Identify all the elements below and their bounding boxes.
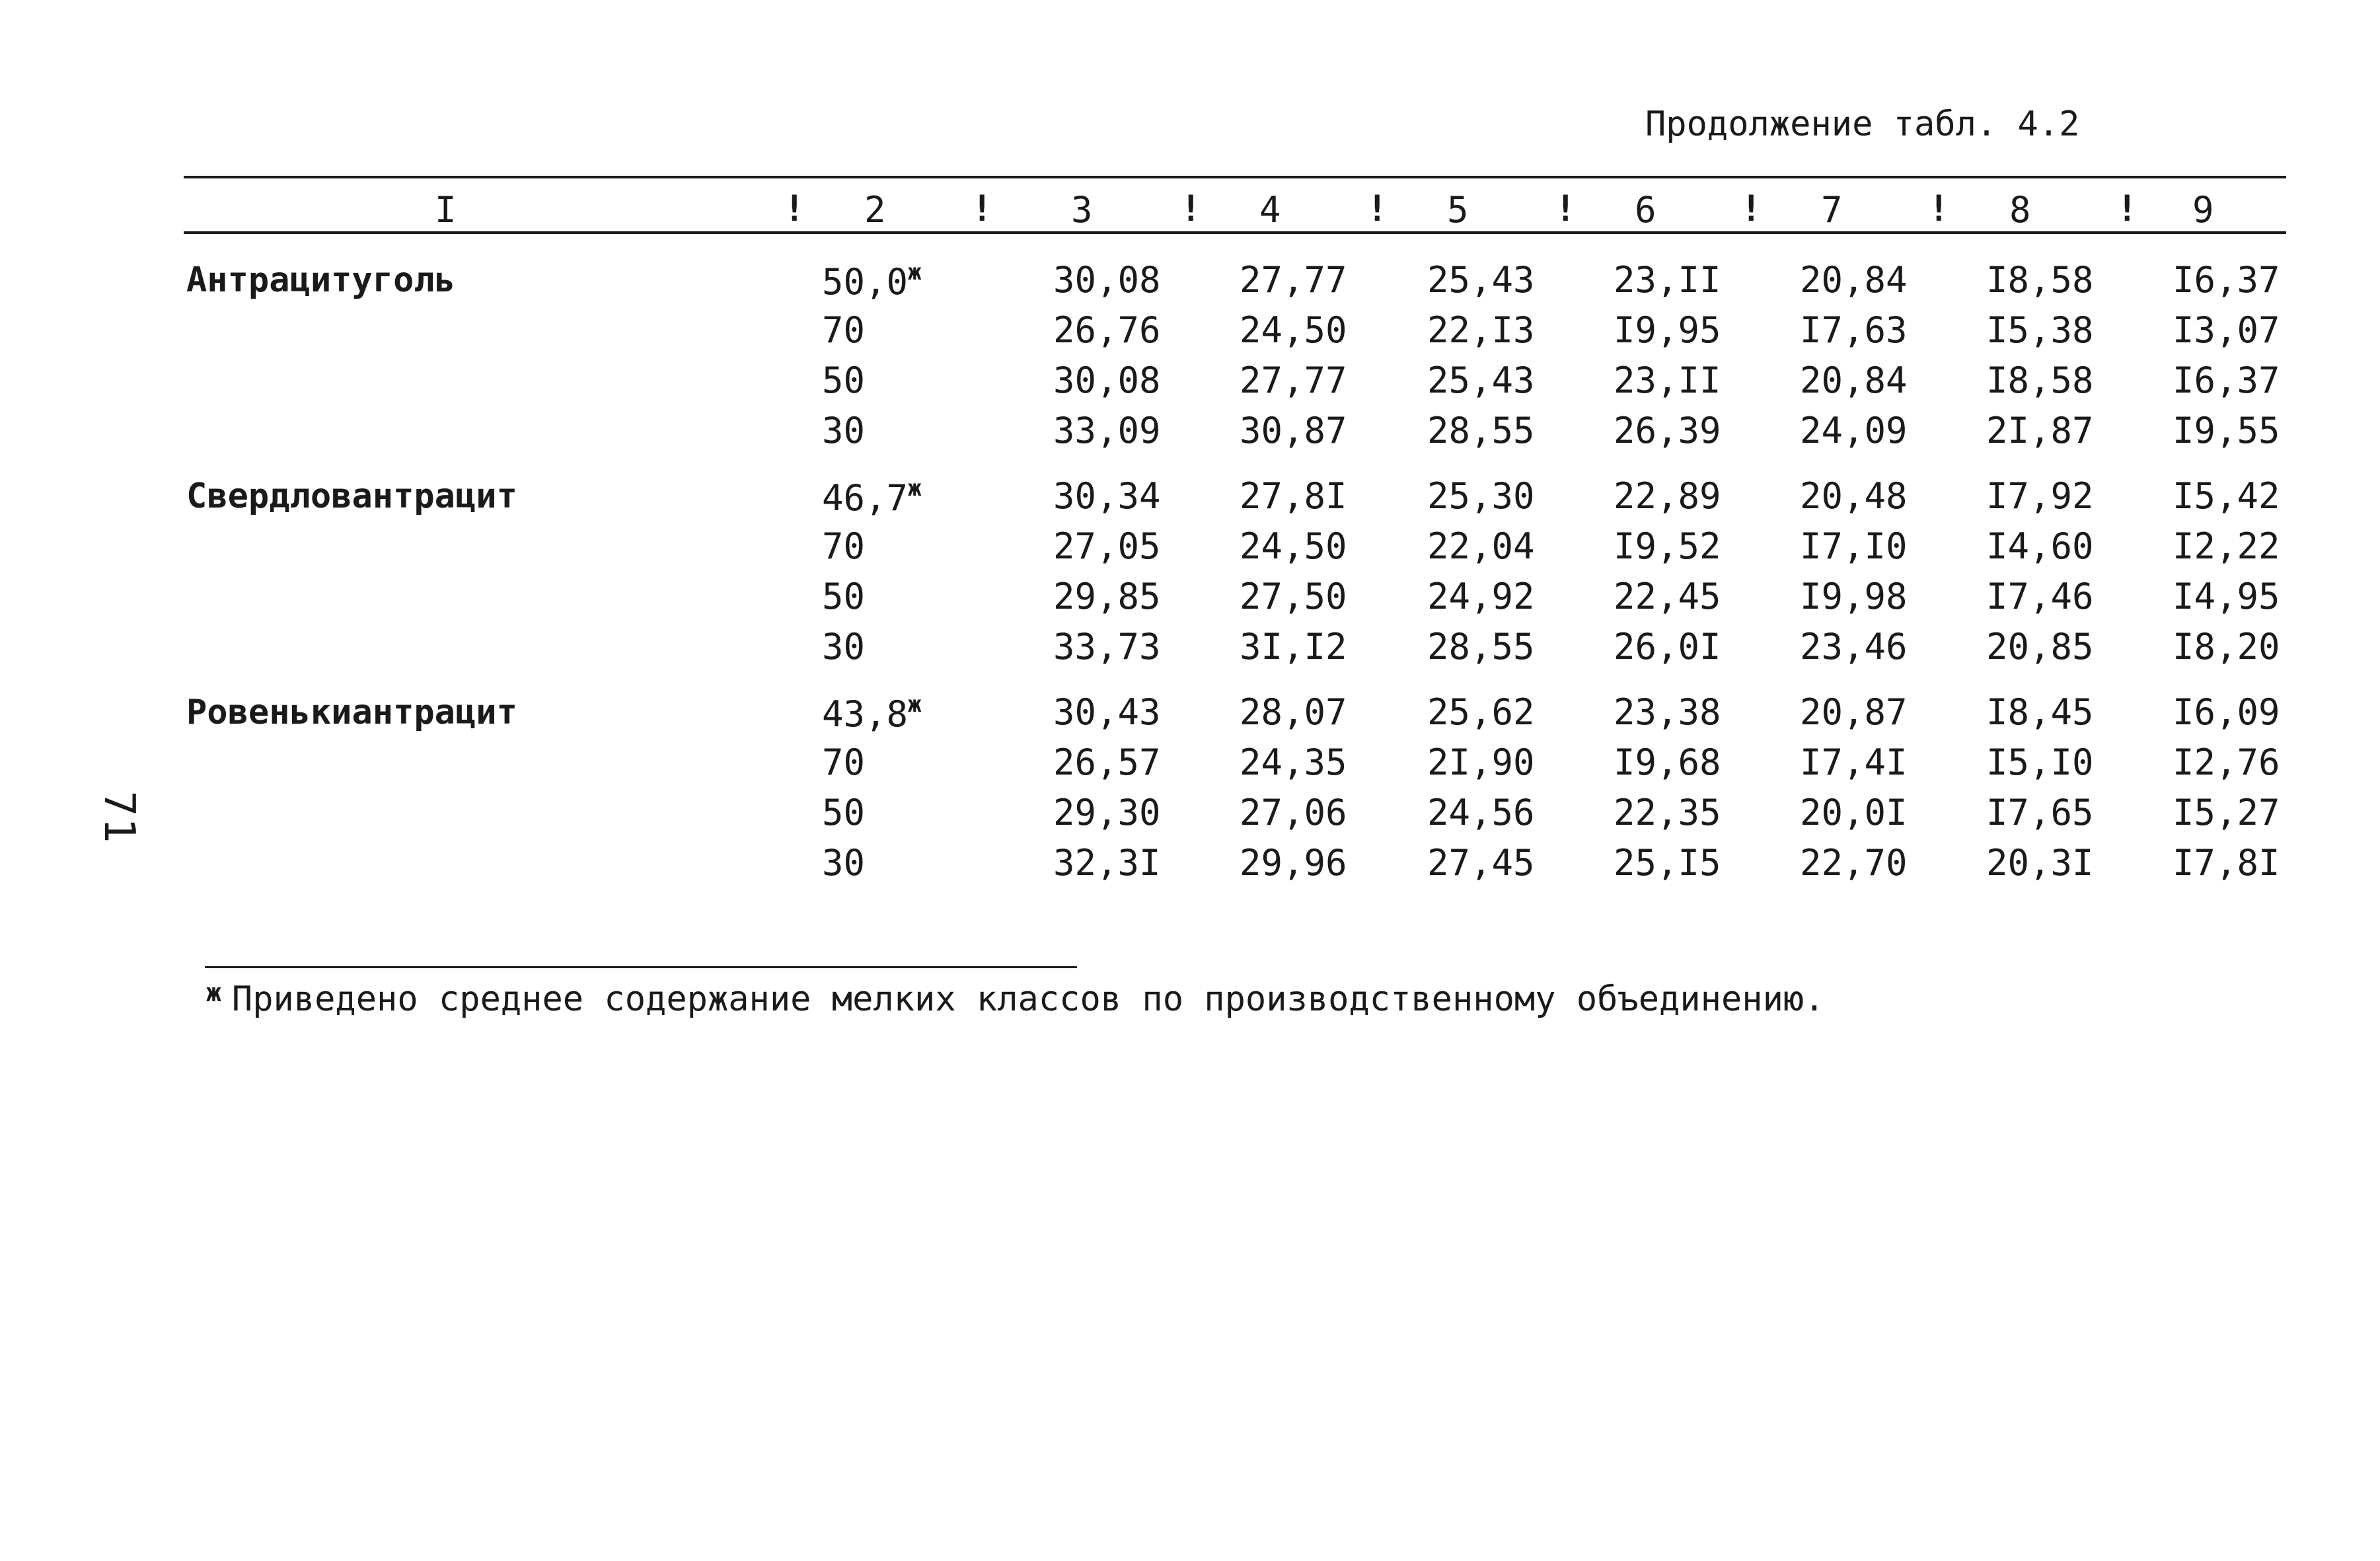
table-cell: 27,8I (1240, 475, 1347, 517)
content-value: $43,8^ж$ (822, 691, 922, 735)
group-name: Свердловантрацит (186, 476, 517, 516)
table-cell: 24,56 (1427, 792, 1535, 833)
table-cell: I3,07 (2173, 309, 2280, 351)
table-cell: 26,0I (1614, 626, 1721, 667)
table-cell: I5,I0 (1986, 742, 2094, 783)
table-cell: 24,50 (1240, 525, 1347, 567)
table-cell: 27,06 (1240, 792, 1347, 833)
header-col-1: I (435, 189, 457, 231)
table-cell: I9,52 (1614, 525, 1721, 567)
table-cell: 20,48 (1800, 475, 1908, 517)
table-row (184, 792, 2286, 841)
table-cell: I8,45 (1986, 691, 2094, 733)
table-row (184, 576, 2286, 625)
header-separator: ! (784, 188, 805, 229)
table-cell: I6,09 (2173, 691, 2280, 733)
table-cell: 25,43 (1427, 360, 1535, 401)
table-cell: 20,85 (1986, 626, 2094, 667)
header-separator: ! (1366, 188, 1388, 229)
table-cell: I2,76 (2173, 742, 2280, 783)
group-name: Ровенькиантрацит (186, 693, 517, 732)
table-group (184, 467, 2286, 683)
header-separator: ! (1928, 188, 1950, 229)
content-value: 70 (822, 525, 866, 567)
content-value: 50 (822, 576, 866, 617)
table-cell: 22,45 (1614, 576, 1721, 617)
table-cell: 30,08 (1053, 360, 1161, 401)
header-col-6: 6 (1635, 189, 1656, 231)
header-col-7: 7 (1821, 189, 1843, 231)
table-header-rule (184, 231, 2286, 234)
table-cell: 26,76 (1053, 309, 1161, 351)
content-value: 30 (822, 626, 866, 667)
content-value: 70 (822, 309, 866, 351)
table-cell: I9,68 (1614, 742, 1721, 783)
table-cell: I9,95 (1614, 309, 1721, 351)
table-body (184, 251, 2286, 899)
table-cell: 20,0I (1800, 792, 1908, 833)
table-cell: 20,3I (1986, 842, 2094, 884)
table-cell: 2I,87 (1986, 410, 2094, 451)
table-cell: I7,65 (1986, 792, 2094, 833)
content-value: 70 (822, 742, 866, 783)
table-cell: 29,30 (1053, 792, 1161, 833)
table-cell: I6,37 (2173, 360, 2280, 401)
table-cell: 27,05 (1053, 525, 1161, 567)
table-cell: 24,92 (1427, 576, 1535, 617)
footnote-mark: ж (206, 978, 221, 1007)
footnote (206, 978, 1825, 1019)
table-cell: 30,43 (1053, 691, 1161, 733)
table-cell: 25,43 (1427, 259, 1535, 301)
content-value: 50 (822, 792, 866, 833)
table-cell: 25,30 (1427, 475, 1535, 517)
asterisk-mark: ж (908, 259, 922, 286)
table-cell: I9,55 (2173, 410, 2280, 451)
table-cell: I2,22 (2173, 525, 2280, 567)
table-cell: 22,70 (1800, 842, 1908, 884)
content-value: 30 (822, 410, 866, 451)
table-row (184, 691, 2286, 740)
table-cell: 22,35 (1614, 792, 1721, 833)
header-separator: ! (971, 188, 993, 229)
header-col-5: 5 (1447, 189, 1469, 231)
table-cell: 27,77 (1240, 259, 1347, 301)
header-separator: ! (1740, 188, 1762, 229)
table-cell: I7,63 (1800, 309, 1908, 351)
table-row (184, 842, 2286, 891)
table-row (184, 742, 2286, 790)
group-name: Антрацитуголь (186, 260, 455, 300)
table-cell: 30,34 (1053, 475, 1161, 517)
table-cell: 29,96 (1240, 842, 1347, 884)
table-cell: 23,46 (1800, 626, 1908, 667)
table-cell: 28,55 (1427, 626, 1535, 667)
table-cell: 20,84 (1800, 360, 1908, 401)
page-number: 71 (94, 790, 143, 845)
table-caption: Продолжение табл. 4.2 (1645, 104, 2080, 144)
asterisk-mark: ж (908, 475, 922, 502)
content-value: $50,0^ж$ (822, 259, 922, 303)
table-cell: I6,37 (2173, 259, 2280, 301)
table-cell: 28,07 (1240, 691, 1347, 733)
table-group (184, 251, 2286, 467)
table-cell: 23,II (1614, 360, 1721, 401)
table-cell: 23,II (1614, 259, 1721, 301)
table-row (184, 360, 2286, 408)
table-cell: 20,84 (1800, 259, 1908, 301)
table-cell: 22,89 (1614, 475, 1721, 517)
table-cell: 25,I5 (1614, 842, 1721, 884)
table-cell: 32,3I (1053, 842, 1161, 884)
table-cell: 22,I3 (1427, 309, 1535, 351)
header-col-2: 2 (864, 189, 886, 231)
table-cell: I5,27 (2173, 792, 2280, 833)
footnote-rule (205, 966, 1077, 968)
table-cell: I7,92 (1986, 475, 2094, 517)
table-row (184, 626, 2286, 675)
table-cell: 28,55 (1427, 410, 1535, 451)
header-col-8: 8 (2009, 189, 2031, 231)
table-cell: 24,09 (1800, 410, 1908, 451)
header-separator: ! (2116, 188, 2138, 229)
table-cell: 20,87 (1800, 691, 1908, 733)
table-row (184, 410, 2286, 459)
content-value: 50 (822, 360, 866, 401)
table-cell: 27,77 (1240, 360, 1347, 401)
table-cell: 3I,I2 (1240, 626, 1347, 667)
table-cell: 25,62 (1427, 691, 1535, 733)
footnote-text: Приведено среднее содержание мелких классов по производственному объединению. (231, 979, 1825, 1019)
table-cell: I4,60 (1986, 525, 2094, 567)
table-cell: I5,38 (1986, 309, 2094, 351)
table-cell: 2I,90 (1427, 742, 1535, 783)
table-cell: I7,46 (1986, 576, 2094, 617)
content-value: $46,7^ж$ (822, 475, 922, 519)
content-value: 30 (822, 842, 866, 884)
table-cell: 26,57 (1053, 742, 1161, 783)
header-separator: ! (1555, 188, 1577, 229)
table-row (184, 525, 2286, 574)
table-cell: 29,85 (1053, 576, 1161, 617)
table-cell: 23,38 (1614, 691, 1721, 733)
table-row (184, 475, 2286, 524)
table-cell: I8,20 (2173, 626, 2280, 667)
table-cell: I5,42 (2173, 475, 2280, 517)
table-cell: 24,50 (1240, 309, 1347, 351)
table-cell: 33,09 (1053, 410, 1161, 451)
table-cell: 24,35 (1240, 742, 1347, 783)
table-row (184, 309, 2286, 358)
table-cell: 27,45 (1427, 842, 1535, 884)
table-cell: I9,98 (1800, 576, 1908, 617)
table-cell: 30,08 (1053, 259, 1161, 301)
table-cell: I7,8I (2173, 842, 2280, 884)
table-cell: I7,I0 (1800, 525, 1908, 567)
header-separator: ! (1180, 188, 1202, 229)
table-group (184, 683, 2286, 899)
header-col-9: 9 (2192, 189, 2214, 231)
asterisk-mark: ж (908, 691, 922, 718)
table-header (184, 178, 2286, 231)
table-cell: I8,58 (1986, 259, 2094, 301)
table-cell: 33,73 (1053, 626, 1161, 667)
header-col-3: 3 (1071, 189, 1093, 231)
table-cell: 26,39 (1614, 410, 1721, 451)
table-cell: 27,50 (1240, 576, 1347, 617)
table-cell: I7,4I (1800, 742, 1908, 783)
table-row (184, 259, 2286, 308)
header-col-4: 4 (1259, 189, 1281, 231)
table-cell: 22,04 (1427, 525, 1535, 567)
table-cell: 30,87 (1240, 410, 1347, 451)
table-cell: I4,95 (2173, 576, 2280, 617)
table-cell: I8,58 (1986, 360, 2094, 401)
